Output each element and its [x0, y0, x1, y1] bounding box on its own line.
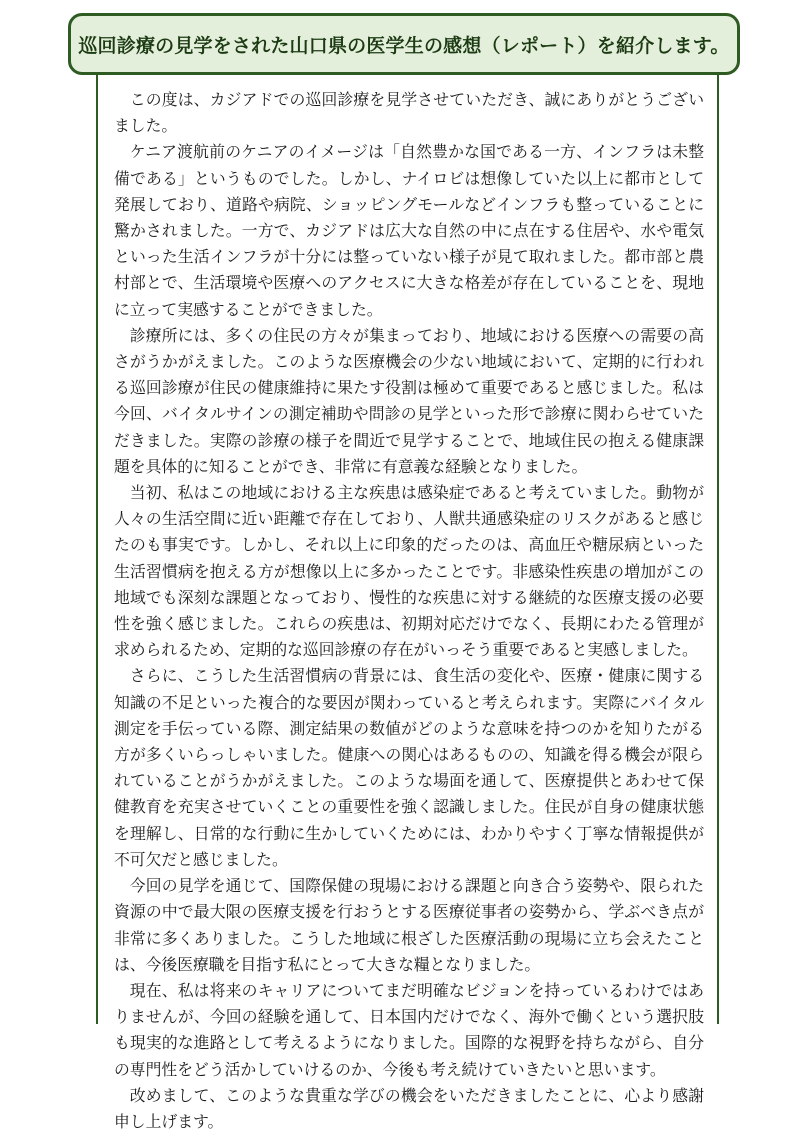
paragraph-health-education: さらに、こうした生活習慣病の背景には、食生活の変化や、医療・健康に関する知識の不足といった複合的な要因が関わっていると考えられます。実際にバイタル測定を手伝っている際、測定結果の数値がどのような意味を持つのかを知りたがる方が多くいらっしゃいました。健康への関心はあるものの、知識を得る機会が限られていることがうかがえました。このような場面を通して、医療提供とあわせて保健教育を充実させていくことの重要性を強く認識しました。住民が自身の健康状態を理解し、日常的な行動に生かしていくためには、わかりやすく丁寧な情報提供が不可欠だと感じました。 [114, 666, 704, 869]
paragraph-kenya-impression: ケニア渡航前のケニアのイメージは「自然豊かな国である一方、インフラは未整備である」というものでした。しかし、ナイロビは想像していた以上に都市として発展しており、道路や病院、ショッピングモールなどインフラも整っていることに驚かされました。一方で、カジアドは広大な自然の中に点在する住居や、水や電気といった生活インフラが十分には整っていない様子が見て取れました。都市部と農村部とで、生活環境や医療へのアクセスに大きな格差が存在していることを、現地に立って実感することができました。 [114, 142, 704, 319]
paragraph-clinic: 診療所には、多くの住民の方々が集まっており、地域における医療への需要の高さがうかがえました。このような医療機会の少ない地域において、定期的に行われる巡回診療が住民の健康維持に果たす役割は極めて重要であると感じました。私は今回、バイタルサインの測定補助や問診の見学といった形で診療に関わらせていただきました。実際の診療の様子を間近で見学することで、地域住民の抱える健康課題を具体的に知ることができ、非常に有意義な経験となりました。 [114, 325, 704, 476]
report-body [114, 87, 704, 1135]
paragraph-lessons: 今回の見学を通じて、国際保健の現場における課題と向き合う姿勢や、限られた資源の中で最大限の医療支援を行おうとする医療従事者の姿勢から、学ぶべき点が非常に多くありました。こうした地域に根ざした医療活動の現場に立ち会えたことは、今後医療職を目指す私にとって大きな糧となりました。 [114, 876, 704, 974]
paragraph-career: 現在、私は将来のキャリアについてまだ明確なビジョンを持っているわけではありませんが、今回の経験を通して、日本国内だけでなく、海外で働くという選択肢も現実的な進路として考えるようになりました。国際的な視野を持ちながら、自分の専門性をどう活かしていけるのか、今後も考え続けていきたいと思います。 [114, 980, 704, 1079]
page-title: 巡回診療の見学をされた山口県の医学生の感想（レポート）を紹介します。 [78, 34, 730, 57]
paragraph-closing: 改めまして、このような貴重な学びの機会をいただきましたことに、心より感謝申し上げます。 [114, 1085, 704, 1131]
paragraph-thanks: この度は、カジアドでの巡回診療を見学させていただき、誠にありがとうございました。 [114, 90, 704, 136]
paragraph-diseases: 当初、私はこの地域における主な疾患は感染症であると考えていました。動物が人々の生活空間に近い距離で存在しており、人獣共通感染症のリスクがあると感じたのも事実です。しかし、それ以上に印象的だったのは、高血圧や糖尿病といった生活習慣病を抱える方が想像以上に多かったことです。非感染性疾患の増加がこの地域でも深刻な課題となっており、慢性的な疾患に対する継続的な医療支援の必要性を強く感じました。これらの疾患は、初期対応だけでなく、長期にわたる管理が求められるため、定期的な巡回診療の存在がいっそう重要であると実感しました。 [114, 483, 704, 660]
title-banner [68, 13, 740, 75]
